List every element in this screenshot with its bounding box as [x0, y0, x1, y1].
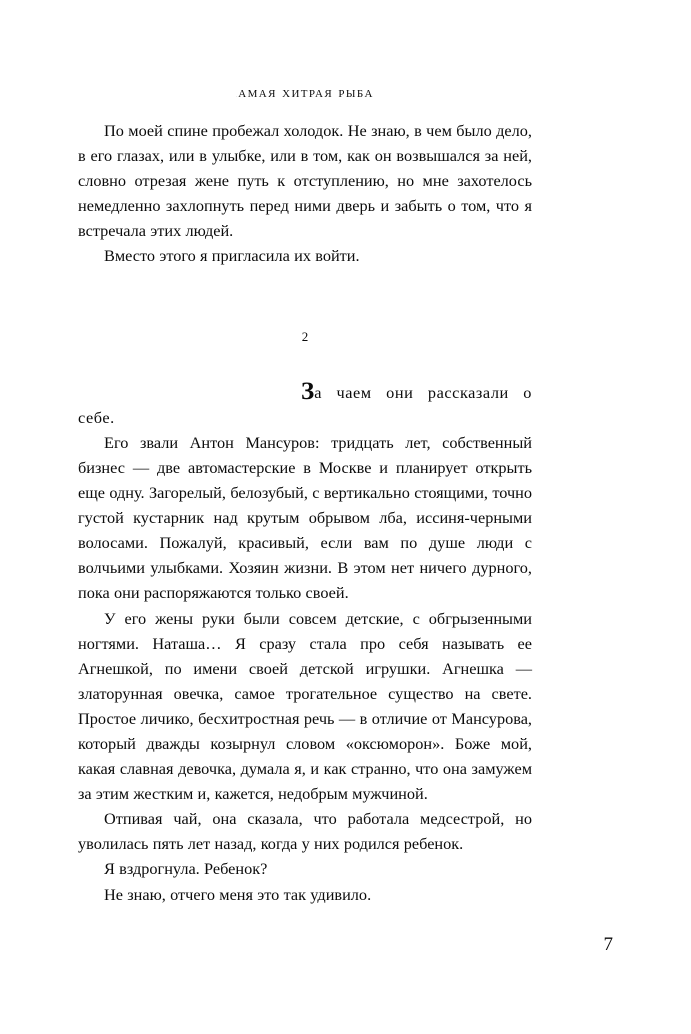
paragraph: Вместо этого я пригласила их войти.	[104, 246, 360, 266]
paragraph: По моей спине пробежал холодок. Не знаю, в чем было дело, в его глазах, или в улыбке, или в том, как он возвышался за ней, словно отрезая жене путь к отступлению, но мне захотелось немедленно захлопнуть перед ними дверь и забыть о том, что я встречала этих людей.	[78, 121, 532, 241]
paragraph: Я вздрогнула. Ребенок?	[104, 859, 268, 879]
chapter-opening-paragraph	[78, 349, 532, 430]
text-column	[78, 118, 532, 907]
paragraph: У его жены руки были совсем детские, с обгрызенными ногтями. Наташа… Я сразу стала про себя называть ее Агнешкой, по имени своей детской игрушки. Агнешка — златорунная овечка, самое трогательное существо на свете. Простое личико, бесхитростная речь — в отличие от Мансурова, который дважды козырнул словом «оксюморон». Боже мой, какая славная девочка, думала я, и как странно, что она замужем за этим жестким и, кажется, недобрым мужчиной.	[78, 608, 532, 804]
chapter-opening-text: а чаем они рассказали о себе.	[78, 382, 532, 427]
drop-cap-initial: З	[301, 377, 315, 405]
running-header: самая хитрая рыба	[236, 84, 374, 101]
chapter-number: 2	[301, 328, 309, 344]
paragraph: Не знаю, отчего меня это так удивило.	[104, 884, 372, 904]
paragraph: Его звали Антон Мансуров: тридцать лет, собственный бизнес — две автомастерские в Москве и планирует открыть еще одну. Загорелый, белозубый, с вертикально стоящими, точно густой кустарник над крутым обрывом лба, иссиня-черными волосами. Пожалуй, красивый, если вам по душе люди с волчьими улыбками. Хозяин жизни. В этом нет ничего дурного, пока они распоряжаются только своей.	[78, 432, 532, 603]
paragraph: Отпивая чай, она сказала, что работала медсестрой, но уволилась пять лет назад, когда у них родился ребенок.	[78, 809, 532, 854]
page-number: 7	[603, 934, 613, 955]
